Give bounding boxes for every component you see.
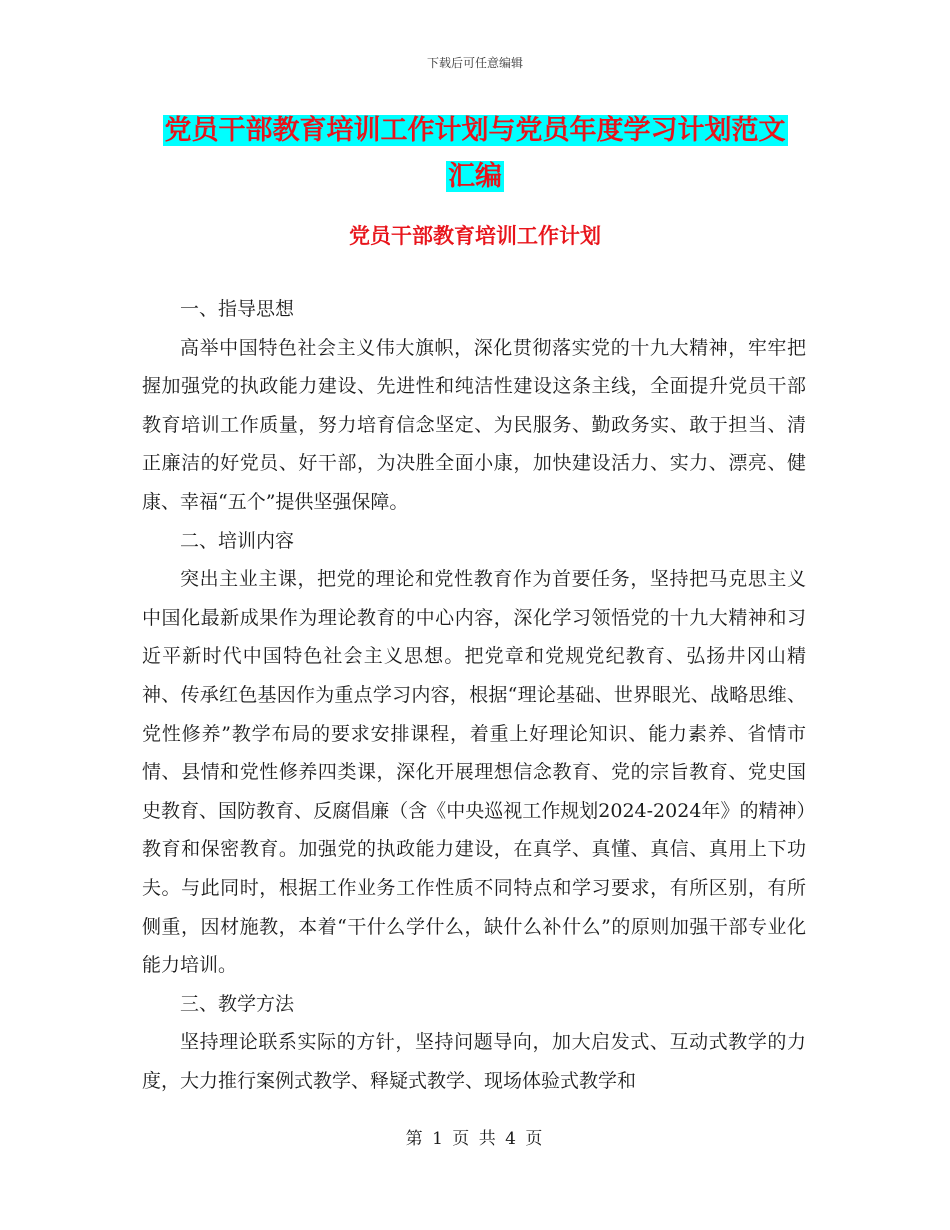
section-heading-teaching-method: 三、教学方法 (180, 992, 295, 1015)
document-body (142, 290, 806, 1100)
title-line-1: 党员干部教育培训工作计划与党员年度学习计划范文 (164, 115, 786, 146)
paragraph-training-content: 突出主业主课，把党的理论和党性教育作为首要任务，坚持把马克思主义中国化最新成果作为理论教育的中心内容，深化学习领悟党的十九大精神和习近平新时代中国特色社会主义思想。把党章和党规党纪教育、弘扬井冈山精神、传承红色基因作为重点学习内容，根据“理论基础、世界眼光、战略思维、党性修养”教学布局的要求安排课程，着重上好理论知识、能力素养、省情市情、县情和党性修养四类课，深化开展理想信念教育、党的宗旨教育、党史国史教育、国防教育、反腐倡廉（含《中央巡视工作规划2024-2024年》的精神）教育和保密教育。加强党的执政能力建设，在真学、真懂、真信、真用上下功夫。与此同时，根据工作业务工作性质不同特点和学习要求，有所区别，有所侧重，因材施教，本着“干什么学什么，缺什么补什么”的原则加强干部专业化能力培训。 (142, 568, 806, 977)
section-heading-guiding-thought: 一、指导思想 (180, 298, 295, 320)
paragraph-guiding-thought: 高举中国特色社会主义伟大旗帜，深化贯彻落实党的十九大精神，牢牢把握加强党的执政能力建设、先进性和纯洁性建设这条主线，全面提升党员干部教育培训工作质量，努力培育信念坚定、为民服务、勤政务实、敢于担当、清正廉洁的好党员、好干部，为决胜全面小康，加快建设活力、实力、漂亮、健康、幸福“五个”提供坚强保障。 (142, 336, 806, 513)
title-line-2: 汇编 (448, 161, 502, 192)
page-footer: 第 1 页 共 4 页 (405, 1129, 545, 1149)
header-note: 下载后可任意编辑 (426, 56, 523, 70)
section-heading-training-content: 二、培训内容 (180, 529, 295, 552)
document-title (140, 108, 810, 200)
paragraph-teaching-method: 坚持理论联系实际的方针，坚持问题导向，加大启发式、互动式教学的力度，大力推行案例式教学、释疑式教学、现场体验式教学和 (142, 1031, 806, 1092)
section-title: 党员干部教育培训工作计划 (349, 223, 601, 248)
